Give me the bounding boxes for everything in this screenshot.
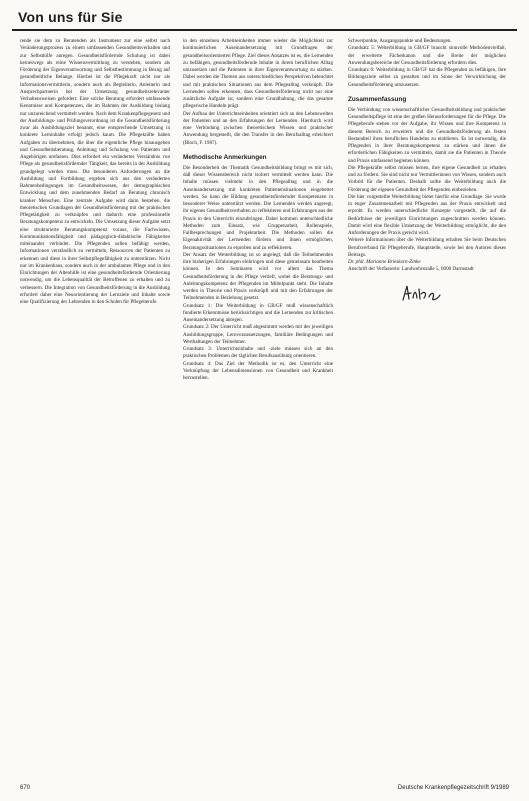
- paragraph: Die Pflegekräfte selbst müssen lernen, ihre eigene Gesundheit zu erhalten und zu fördern. Sie sind nicht nur Vermittlerinnen von Wissen, sondern auch Vorbild für die Patienten. Deshalb sollte die Weiterbildung auch die Förderung der eigenen Gesundheit der Pflegenden einbeziehen.: [348, 164, 506, 193]
- page-header: [0, 0, 529, 34]
- paragraph: Grundsatz 1: Die Weiterbildung in GB/GF muß wissenschaftlich fundierte Erkenntnisse berücksichtigen und die Lernenden zur kritischen Auseinandersetzung anregen.: [183, 302, 333, 323]
- handwritten-signature-icon: [400, 282, 444, 304]
- paragraph: Die Besonderheit der Thematik Gesundheitsbildung bringt es mit sich, daß dieser Wissensbereich nicht isoliert vermittelt werden kann. Die Inhalte müssen vielmehr in den Pflegealltag und in die Auseinandersetzung mit konkreten Patientensituationen eingebettet werden. So kann die Bildung gesundheitsfördernder Kompetenzen in besonderer Weise unterstützt werden. Die Lernenden werden angeregt, ihr eigenes Gesundheitsverhalten zu reflektieren und Erfahrungen aus der Praxis in den Unterricht einzubringen. Dabei kommen unterschiedliche Methoden zum Einsatz, wie Gruppenarbeit, Rollenspiele, Fallbesprechungen und Projektarbeit. Die Methoden sollen die Eigenaktivität der Lernenden fördern und ihnen ermöglichen, Beratungssituationen zu erproben und zu reflektieren.: [183, 164, 333, 251]
- section-heading: Zusammenfassung: [348, 95, 407, 103]
- paragraph: Die hier vorgestellte Weiterbildung bietet hierfür eine Grundlage. Sie wurde in enger Zusammenarbeit mit Pflegenden aus der Praxis entwickelt und erprobt. Es werden unterschiedliche Konzepte vorgestellt, die auf die Bedürfnisse der jeweiligen Einrichtungen zugeschnitten werden können. Damit wird eine flexible Umsetzung der Weiterbildung ermöglicht, die den Anforderungen der Praxis gerecht wird.: [348, 193, 506, 236]
- author-address: Anschrift der Verfasserin: Landwehrstraße 5, 6000 Darmstadt: [348, 266, 474, 273]
- page-footer: [0, 778, 529, 798]
- paragraph: in den einzelnen Arbeitseinheiten immer wieder die Möglichkeit zur kontinuierlichen Auseinandersetzung mit Grundfragen der gesundheitsorientierten Pflege. Ziel dieses Ansatzes ist es, die Lernenden zu befähigen, gesundheitsfördernde Inhalte in ihrem beruflichen Alltag umzusetzen und die Patienten in ihrer Eigenverantwortung zu stärken. Dabei werden die Themen aus unterschiedlichen Perspektiven beleuchtet und mit praktischen Situationen aus dem Pflegealltag verknüpft. Die Lernenden sollen erkennen, dass Gesundheitsförderung nicht nur eine zusätzliche Aufgabe ist, sondern eine Grundhaltung, die das gesamte pflegerische Handeln prägt.: [183, 38, 333, 110]
- page-number: 670: [20, 785, 31, 791]
- journal-reference: Deutsche Krankenpflegezeitschrift 9/1989: [397, 785, 509, 791]
- text-column-2: [183, 38, 333, 758]
- header-rule: [12, 29, 517, 31]
- author-signature: Dr. phil. Marianne Brieskorn-Zinke: [348, 259, 421, 265]
- paragraph: Grundsatz 3: Unterrichtsinhalte und -ziele müssen sich an den praktischen Problemen der täglichen Berufsausübung orientieren.: [183, 346, 333, 360]
- paragraph: Die Verbindung von wissenschaftlicher Gesundheitsbildung und praktischer Gesundheitspflege ist eine der großen Herausforderungen für die Pflege. Die Pflegeberufe stehen vor der Aufgabe, ihr Wissen und ihre Kompetenz in diesem Bereich zu erweitern und die Gesundheitsförderung als festen Bestandteil ihres beruflichen Handelns zu etablieren. Es ist notwendig, die Pflegenden in ihrer Beratungskompetenz zu stärken und ihnen die erforderlichen Fähigkeiten zu vermitteln, damit sie die Patienten in Theorie und Praxis umfassend begleiten können.: [348, 106, 506, 164]
- paragraph: Schwerpunkte, Ausgangspunkte und Bedeutungen.: [348, 38, 452, 44]
- paragraph: rende sie dem zu Beratenden als Instrument zur eine selbst nach Veränderungsprozess zu einem umfassenden Gesundheitsverhalten und zur Selbsthilfe anregen. Gesundheitsfördernde Schulung ist dabei keineswegs als reine Wissensvermittlung zu verstehen, sondern als Förderung der Eigenverantwortung und Selbstbestimmung in Bezug auf gesundheitliche Belange. Hierbei ist die Pflegekraft nicht nur als Informationsvermittlerin, sondern auch als Begleiterin, Anleiterin und Ansprechpartnerin bei der Umsetzung gesundheitsrelevanter Verhaltensweisen gefordert. Eine solche Beratung erfordert umfassende Kenntnisse und Kompetenzen, die im Rahmen der Ausbildung bislang nur unzureichend vermittelt werden. Nach dem Krankenpflegegesetz und der Ausbildungs- und Prüfungsverordnung ist die Gesundheitsförderung zwar als Ausbildungsziel benannt, eine entsprechende Umsetzung in konkrete Lerninhalte erfolgt jedoch kaum. Die Pflegekräfte haben Aufgaben zu übernehmen, die über die eigentliche Pflege hinausgehen und Gesundheitsberatung, Anleitung und Schulung von Patienten und Angehörigen umfassen. Dies erfordert ein verändertes Verständnis von Pflege als gesundheitsfördernder Tätigkeit, das bereits in der Ausbildung grundgelegt werden muss. Die besonderen Anforderungen an die Ausbildung und Fortbildung ergeben sich aus den veränderten Rahmenbedingungen im Gesundheitswesen, der demographischen Entwicklung und dem zunehmenden Bedarf an Beratung chronisch kranker Menschen. Eine zentrale Aufgabe wird darin bestehen, die theoretischen Grundlagen der Gesundheitsförderung mit der praktischen Pflegetätigkeit zu verknüpfen und dadurch eine professionelle Beratungskompetenz zu entwickeln. Die Umsetzung dieser Aufgabe setzt eine strukturierte Beratungskompetenz voraus, die Fachwissen, Kommunikationsfähigkeit und pädagogisch-didaktische Fähigkeiten miteinander verbindet. Die Pflegenden sollen befähigt werden, Informationen verständlich zu vermitteln, Ressourcen der Patienten zu erkennen und diese in ihrer Selbstpflegefähigkeit zu unterstützen. Nicht nur im Krankenhaus, sondern auch in der ambulanten Pflege und in den Einrichtungen der Altenhilfe ist eine gesundheitsfördernde Orientierung notwendig, um die Lebensqualität der Betroffenen zu erhalten und zu verbessern. Die Integration von Gesundheitsförderung in die Ausbildung erfordert daher eine Neuorientierung der Lernziele und Inhalte sowie eine Qualifizierung der Lehrenden in den Schulen für Pflegeberufe.: [20, 38, 170, 305]
- paragraph: Weitere Informationen über die Weiterbildung erhalten Sie beim Deutschen Berufsverband für Pflegeberufe, Hauptstelle, sowie bei den Autoren dieses Beitrags.: [348, 237, 506, 258]
- paragraph: Grundsatz 2: Der Unterricht muß abgestimmt werden mit der jeweiligen Ausbildungsgruppe, Lernvoraussetzungen, familiäre Bedingungen und Werthaltungen der Teilnehmer.: [183, 324, 333, 345]
- paragraph: Der Aufbau der Unterrichtseinheiten orientiert sich an den Lebenswelten der Patienten und an den Erfahrungen der Lernenden. Hierdurch wird eine Verbindung zwischen theoretischem Wissen und praktischer Anwendung hergestellt, die den Transfer in den Berufsalltag erleichtert (Bloch, F. 1987).: [183, 110, 333, 146]
- paragraph: Grundsatz 4: Das Ziel der Methodik ist es, den Unterricht eine Verknüpfung der Lebensdimensionen von Gesundheit und Krankheit herzustellen.: [183, 360, 333, 381]
- section-title: Von uns für Sie: [18, 9, 123, 25]
- paragraph: Der Ansatz der Weiterbildung ist so angelegt, daß die Teilnehmenden ihre bisherigen Erfahrungen einbringen und diese gemeinsam bearbeiten können. In den Seminaren wird vor allem das Thema Gesundheitsförderung in der Pflege vertieft, wobei die Beratungs- und Anleitungskompetenz der Pflegenden im Mittelpunkt steht. Die Inhalte werden in Theorie und Praxis verknüpft und mit den Erfahrungen der Teilnehmenden in Beziehung gesetzt.: [183, 251, 333, 302]
- text-column-1: [20, 38, 170, 758]
- text-column-3: [348, 38, 506, 758]
- paragraph: Grundsatz 6: Weiterbildung in GB/GF hat die Pflegenden zu befähigen, ihre Bildungsziele selbst zu gestalten und im Sinne der Verwirklichung der Gesundheitsförderung umzusetzen.: [348, 67, 506, 88]
- section-heading: Methodische Anmerkungen: [183, 153, 267, 161]
- paragraph: Grundsatz 5: Weiterbildung in GB/GF braucht sinnvolle Methodenvielfalt, der erweiterte Fächerkanon und die Breite der möglichen Anwendungsbereiche der Gesundheitsförderung erfordern dies.: [348, 45, 506, 66]
